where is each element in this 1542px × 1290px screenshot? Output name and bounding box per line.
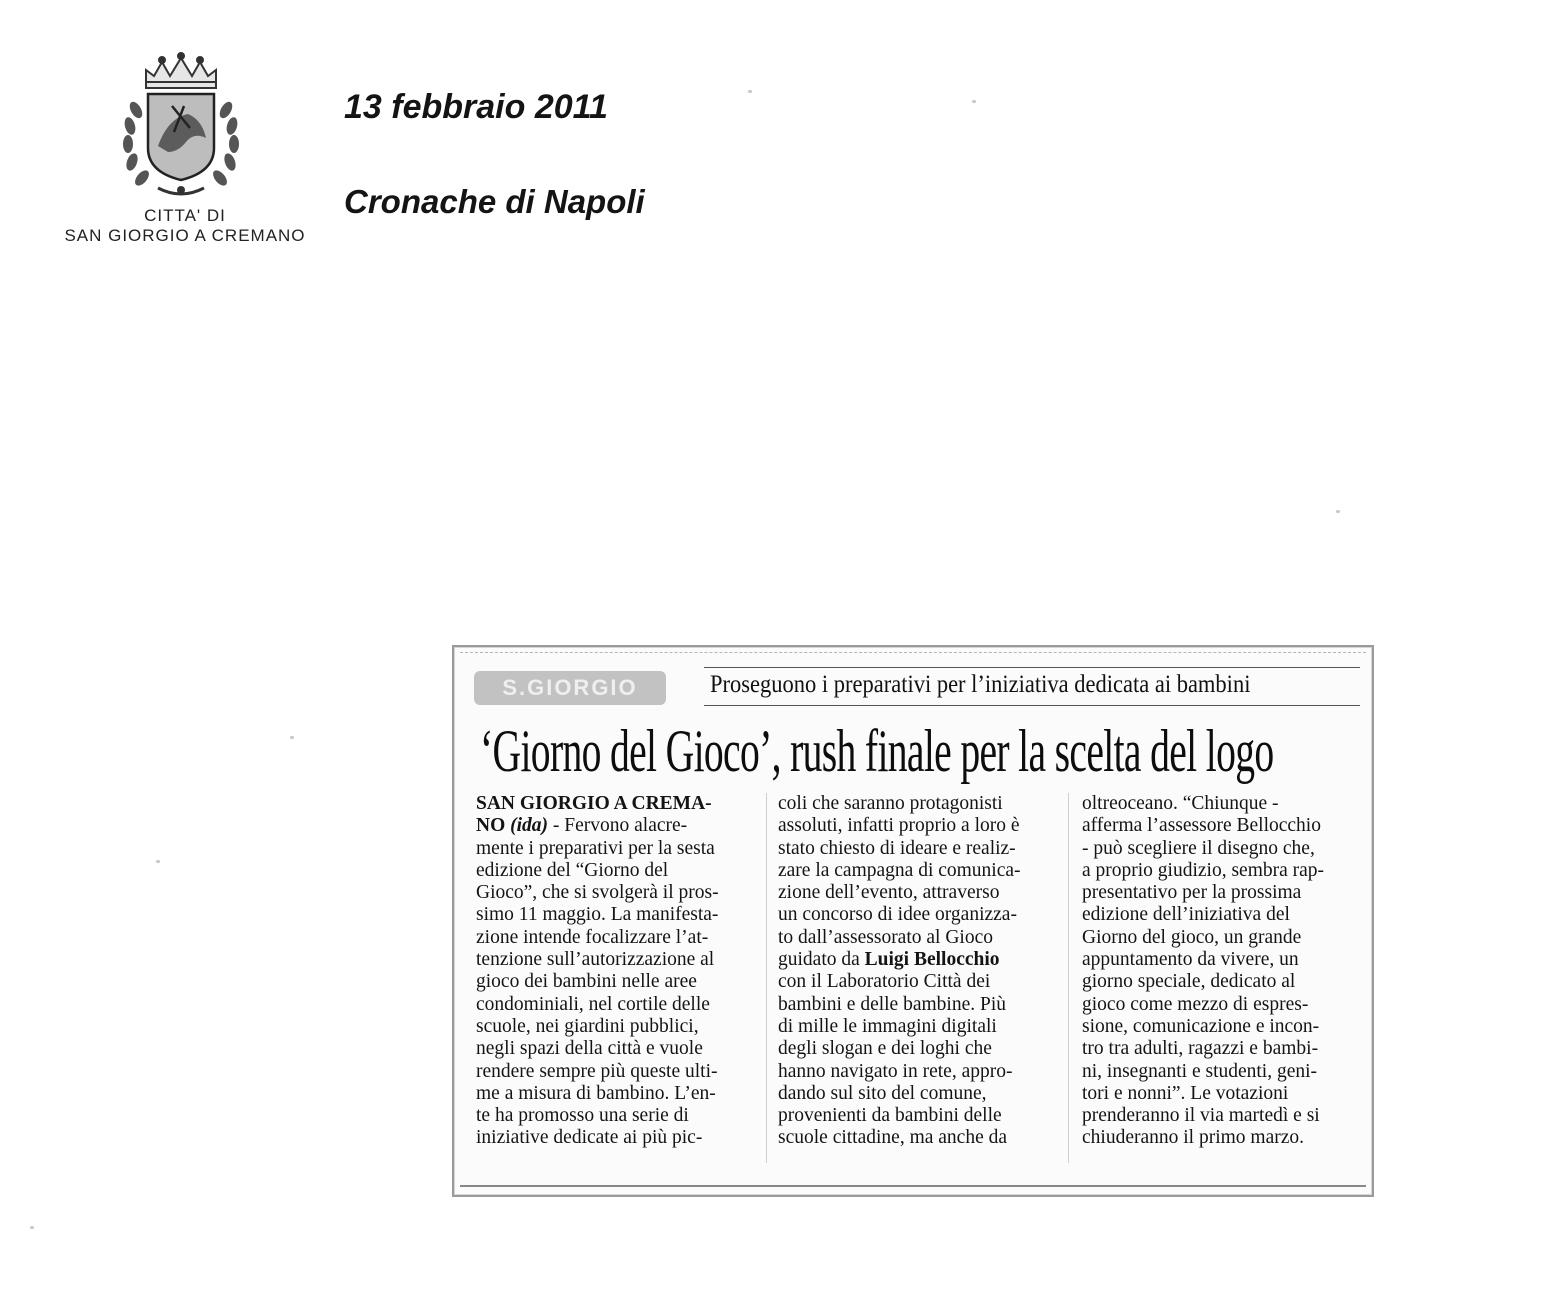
column-line: scuole cittadine, ma anche da — [778, 1127, 1008, 1149]
person-name: Luigi Bellocchio — [864, 949, 1000, 971]
scan-speck — [748, 90, 752, 93]
article-column-3 — [1082, 793, 1358, 1150]
column-line: edizione dell’iniziativa del — [1082, 904, 1290, 926]
column-line: stato chiesto di ideare e realiz- — [778, 837, 1016, 859]
column-line: scuole, nei giardini pubblici, — [476, 1015, 699, 1037]
scan-speck — [1336, 510, 1340, 513]
column-line: tro tra adulti, ragazzi e bambi- — [1082, 1038, 1319, 1060]
coat-of-arms-icon — [98, 48, 264, 204]
column-divider — [766, 793, 767, 1163]
column-line: rendere sempre più queste ulti- — [476, 1060, 718, 1082]
column-line: chiuderanno il primo marzo. — [1082, 1127, 1305, 1149]
column-line: un concorso di idee organizza- — [778, 904, 1017, 926]
clipping-date: 13 febbraio 2011 — [344, 88, 608, 126]
column-line: a proprio giudizio, sembra rap- — [1082, 859, 1325, 881]
section-tag: S.GIORGIO — [474, 671, 666, 705]
article-headline: ‘Giorno del Gioco’, rush finale per la scelta del logo — [480, 718, 1274, 784]
column-line: prenderanno il via martedì e si — [1082, 1105, 1320, 1127]
column-line: iniziative dedicate ai più pic- — [476, 1127, 703, 1149]
column-line: afferma l’assessore Bellocchio — [1082, 815, 1321, 837]
column-line: appuntamento da vivere, un — [1082, 949, 1299, 971]
column-line: me a misura di bambino. L’en- — [476, 1082, 716, 1104]
column-line: simo 11 maggio. La manifesta- — [476, 904, 719, 926]
column-line-text: - Fervono alacre- — [548, 815, 688, 837]
column-line: Gioco”, che si svolgerà il pros- — [476, 882, 719, 904]
article-column-2 — [778, 793, 1054, 1150]
column-line: to dall’assessorato al Gioco — [778, 926, 993, 948]
clipping-bottom-rule — [460, 1185, 1366, 1187]
column-line: con il Laboratorio Città dei — [778, 971, 991, 993]
column-line: gioco come mezzo di espres- — [1082, 993, 1309, 1015]
column-line: di mille le immagini digitali — [778, 1015, 997, 1037]
column-divider — [1068, 793, 1069, 1163]
column-line: assoluti, infatti proprio a loro è — [778, 815, 1020, 837]
column-line: giorno speciale, dedicato al — [1082, 971, 1296, 993]
dateline-cont: NO — [476, 815, 506, 837]
column-line: te ha promosso una serie di — [476, 1105, 689, 1127]
article-kicker: Proseguono i preparativi per l’iniziativa dedicata ai bambini — [710, 671, 1251, 698]
city-crest-block — [40, 48, 330, 258]
city-name: SAN GIORGIO A CREMANO — [64, 226, 306, 245]
newspaper-source: Cronache di Napoli — [344, 183, 645, 220]
scan-speck — [30, 1226, 34, 1229]
article-column-1 — [476, 793, 752, 1150]
column-line: ni, insegnanti e studenti, geni- — [1082, 1060, 1318, 1082]
column-line: negli spazi della città e vuole — [476, 1038, 703, 1060]
column-line: provenienti da bambini delle — [778, 1105, 1002, 1127]
column-line: zare la campagna di comunica- — [778, 859, 1021, 881]
byline: (ida) — [510, 815, 549, 837]
column-line: mente i preparativi per la sesta — [476, 837, 715, 859]
scan-speck — [290, 736, 294, 739]
column-line: presentativo per la prossima — [1082, 882, 1302, 904]
column-line: oltreoceano. “Chiunque - — [1082, 793, 1279, 814]
column-line: condominiali, nel cortile delle — [476, 993, 710, 1015]
column-line: hanno navigato in rete, appro- — [778, 1060, 1013, 1082]
column-line: edizione del “Giorno del — [476, 859, 669, 881]
column-line: sione, comunicazione e incon- — [1082, 1015, 1320, 1037]
column-line: tenzione sull’autorizzazione al — [476, 949, 715, 971]
column-line: Giorno del gioco, un grande — [1082, 926, 1302, 948]
column-line — [476, 815, 752, 837]
column-line: degli slogan e dei loghi che — [778, 1038, 992, 1060]
column-line: coli che saranno protagonisti — [778, 793, 1003, 814]
column-line: zione dell’evento, attraverso — [778, 882, 1000, 904]
city-label: CITTA' DI — [144, 206, 226, 225]
column-line: tori e nonni”. Le votazioni — [1082, 1082, 1289, 1104]
kicker-rule — [704, 667, 1360, 668]
column-line: bambini e delle bambine. Più — [778, 993, 1006, 1015]
column-line: - può scegliere il disegno che, — [1082, 837, 1315, 859]
column-line — [778, 949, 1054, 971]
scan-speck — [156, 860, 160, 863]
dateline: SAN GIORGIO A CREMA- — [476, 793, 712, 814]
column-line: zione intende focalizzare l’at- — [476, 926, 709, 948]
newspaper-clipping — [452, 645, 1374, 1197]
column-line-text: guidato da — [778, 949, 865, 971]
scan-speck — [972, 100, 976, 103]
kicker-rule — [704, 705, 1360, 706]
column-line: gioco dei bambini nelle aree — [476, 971, 697, 993]
column-line: dando sul sito del comune, — [778, 1082, 987, 1104]
